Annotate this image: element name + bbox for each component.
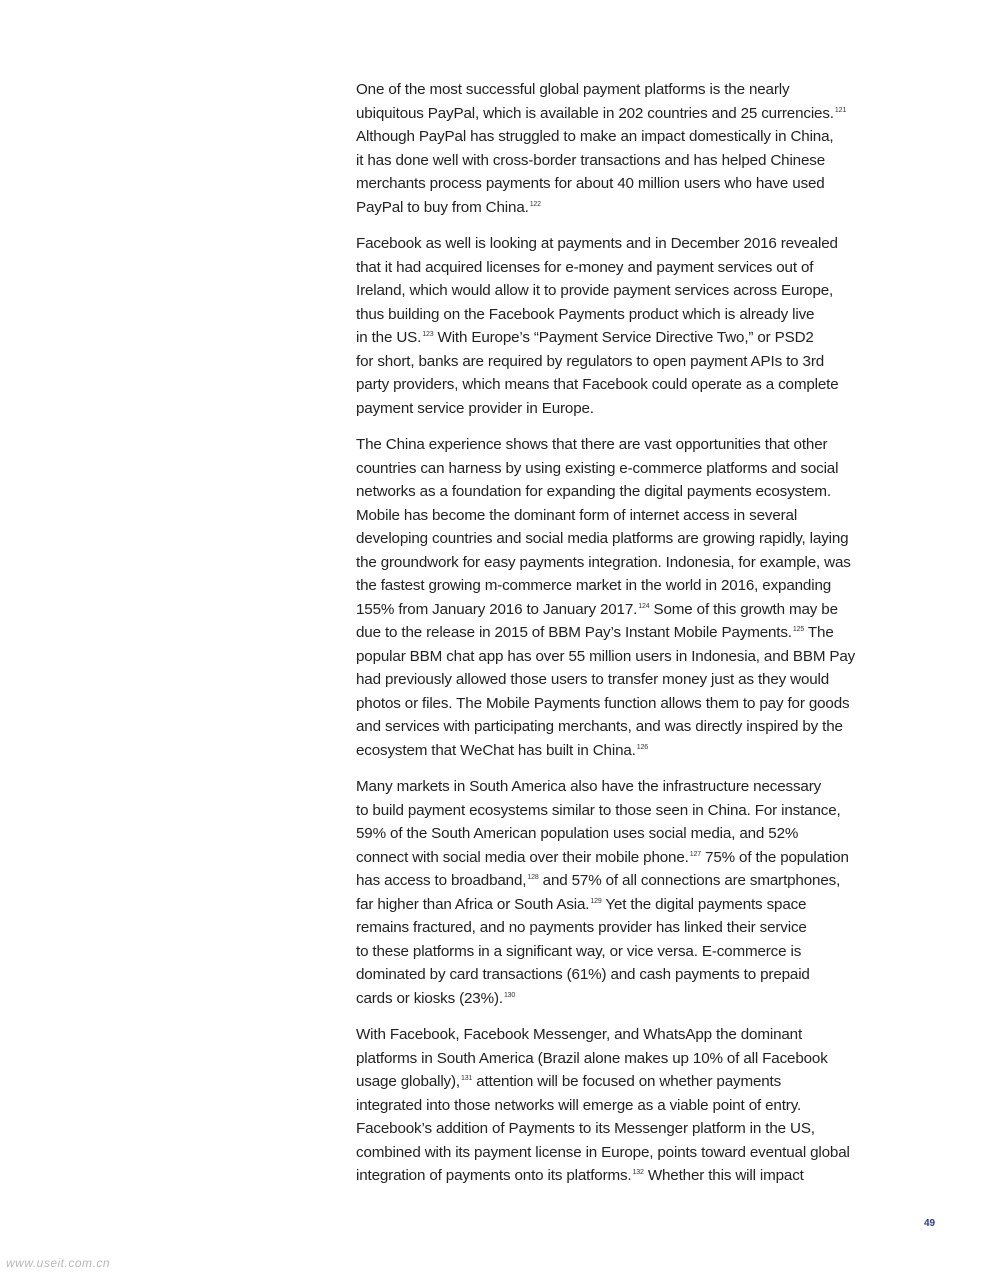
- text-line: [356, 601, 838, 618]
- paragraph-facebook-messenger: [356, 1023, 892, 1188]
- text-segment: remains fractured, and no payments provider has linked their service: [356, 919, 807, 936]
- text-segment: PayPal to buy from China.: [356, 198, 529, 216]
- text-segment: attention will be focused on whether payments: [472, 1073, 782, 1090]
- text-line: [356, 105, 846, 122]
- text-segment: Many markets in South America also have the infrastructure necessary: [356, 778, 822, 795]
- text-line: [356, 1073, 781, 1090]
- footnote-reference: 122: [529, 200, 541, 208]
- text-segment: photos or files. The Mobile Payments function allows them to pay for goods: [356, 694, 850, 712]
- text-segment: One of the most successful global payment platforms is the nearly: [356, 81, 790, 98]
- text-line: [356, 919, 807, 936]
- text-segment: 155% from January 2016 to January 2017.: [356, 600, 638, 618]
- text-segment: far higher than Africa or South Asia.: [356, 895, 590, 913]
- text-segment: integration of payments onto its platforms.: [356, 1167, 632, 1184]
- text-line: [356, 259, 813, 276]
- text-segment: developing countries and social media platforms are growing rapidly, laying: [356, 530, 849, 547]
- text-segment: the fastest growing m-commerce market in the world in 2016, expanding: [356, 577, 832, 594]
- text-line: [356, 849, 849, 866]
- text-line: [356, 778, 821, 795]
- text-segment: payment service provider in Europe.: [356, 399, 594, 417]
- text-segment: Whether this will impact: [643, 1167, 804, 1184]
- text-line: [356, 376, 839, 393]
- footnote-reference: 124: [638, 602, 650, 610]
- text-segment: Some of this growth may be: [649, 600, 838, 618]
- text-line: [356, 718, 843, 735]
- text-line: [356, 128, 833, 145]
- footnote-reference: 132: [632, 1169, 644, 1176]
- text-line: [356, 624, 834, 641]
- paragraph-facebook-payments: [356, 232, 892, 420]
- watermark: www.useit.com.cn: [6, 1256, 111, 1270]
- paragraph-china-experience: [356, 433, 892, 762]
- footnote-reference: 123: [422, 331, 434, 338]
- text-line: [356, 483, 831, 500]
- text-segment: the groundwork for easy payments integration. Indonesia, for example, was: [356, 553, 851, 571]
- text-segment: Mobile has become the dominant form of internet access in several: [356, 506, 798, 524]
- text-segment: due to the release in 2015 of BBM Pay’s Instant Mobile Payments.: [356, 624, 792, 641]
- text-segment: platforms in South America (Brazil alone makes up 10% of all Facebook: [356, 1049, 828, 1067]
- body-text-column: [356, 78, 892, 1201]
- text-segment: With Facebook, Facebook Messenger, and WhatsApp the dominant: [356, 1026, 803, 1043]
- text-line: [356, 671, 829, 688]
- footnote-reference: 125: [792, 626, 805, 633]
- text-segment: combined with its payment license in Europe, points toward eventual global: [356, 1143, 850, 1161]
- text-segment: to these platforms in a significant way, or vice versa. E-commerce is: [356, 942, 802, 960]
- text-line: [356, 1120, 815, 1137]
- text-segment: in the US.: [356, 329, 422, 346]
- text-line: [356, 353, 824, 370]
- text-segment: The China experience shows that there are vast opportunities that other: [356, 436, 828, 453]
- text-line: [356, 329, 814, 346]
- text-line: [356, 802, 841, 819]
- page-number: 49: [924, 1218, 936, 1229]
- text-segment: connect with social media over their mobile phone.: [356, 848, 689, 866]
- text-segment: party providers, which means that Facebook could operate as a complete: [356, 376, 839, 393]
- text-segment: Although PayPal has struggled to make an impact domestically in China,: [356, 128, 834, 145]
- text-segment: integrated into those networks will emerge as a viable point of entry.: [356, 1096, 802, 1114]
- text-segment: 59% of the South American population uses social media, and 52%: [356, 825, 799, 842]
- text-segment: merchants process payments for about 40 million users who have used: [356, 175, 825, 192]
- text-line: [356, 1167, 804, 1184]
- paragraph-paypal: [356, 78, 892, 219]
- footnote-reference: 127: [689, 850, 701, 858]
- text-segment: networks as a foundation for expanding the digital payments ecosystem.: [356, 483, 831, 500]
- text-segment: thus building on the Facebook Payments product which is already live: [356, 305, 815, 323]
- text-segment: The: [804, 624, 834, 641]
- text-line: [356, 306, 814, 323]
- footnote-reference: 130: [503, 991, 516, 999]
- text-line: [356, 81, 789, 98]
- text-line: [356, 175, 825, 192]
- text-line: [356, 460, 838, 477]
- text-segment: has access to broadband,: [356, 872, 527, 889]
- text-line: [356, 990, 515, 1007]
- paragraph-south-america: [356, 775, 892, 1010]
- text-segment: popular BBM chat app has over 55 million users in Indonesia, and BBM Pay: [356, 647, 856, 665]
- text-segment: had previously allowed those users to transfer money just as they would: [356, 671, 830, 688]
- text-line: [356, 577, 831, 594]
- text-segment: to build payment ecosystems similar to those seen in China. For instance,: [356, 801, 841, 819]
- text-segment: With Europe’s “Payment Service Directive Two,” or PSD2: [433, 329, 814, 346]
- text-line: [356, 507, 797, 524]
- text-segment: Ireland, which would allow it to provide payment services across Europe,: [356, 282, 834, 299]
- text-line: [356, 282, 833, 299]
- text-line: [356, 554, 851, 571]
- text-segment: and services with participating merchants, and was directly inspired by the: [356, 718, 843, 735]
- footnote-reference: 128: [527, 874, 539, 881]
- footnote-reference: 126: [636, 743, 648, 751]
- text-segment: Yet the digital payments space: [601, 895, 807, 913]
- text-line: [356, 966, 810, 983]
- text-line: [356, 648, 855, 665]
- text-segment: Facebook’s addition of Payments to its Messenger platform in the US,: [356, 1120, 815, 1137]
- text-segment: cards or kiosks (23%).: [356, 989, 503, 1007]
- text-line: [356, 896, 806, 913]
- text-line: [356, 695, 849, 712]
- text-line: [356, 943, 801, 960]
- text-line: [356, 1050, 828, 1067]
- text-line: [356, 1097, 801, 1114]
- text-segment: that it had acquired licenses for e-money and payment services out of: [356, 258, 814, 276]
- text-line: [356, 152, 825, 169]
- text-line: [356, 825, 798, 842]
- text-line: [356, 1144, 850, 1161]
- text-segment: ecosystem that WeChat has built in China.: [356, 741, 636, 759]
- footnote-reference: 131: [460, 1075, 473, 1082]
- text-segment: usage globally),: [356, 1073, 460, 1090]
- text-line: [356, 436, 827, 453]
- text-line: [356, 530, 848, 547]
- text-line: [356, 199, 541, 216]
- text-line: [356, 872, 840, 889]
- text-segment: it has done well with cross-border transactions and has helped Chinese: [356, 151, 826, 169]
- text-segment: 75% of the population: [700, 848, 849, 866]
- text-segment: Facebook as well is looking at payments and in December 2016 revealed: [356, 235, 838, 252]
- text-segment: dominated by card transactions (61%) and cash payments to prepaid: [356, 966, 810, 983]
- footnote-reference: 121: [834, 106, 847, 114]
- text-segment: for short, banks are required by regulators to open payment APIs to 3rd: [356, 352, 825, 370]
- text-segment: ubiquitous PayPal, which is available in 202 countries and 25 currencies.: [356, 104, 834, 122]
- footnote-reference: 129: [590, 897, 602, 905]
- text-segment: countries can harness by using existing e-commerce platforms and social: [356, 459, 839, 477]
- text-line: [356, 1026, 802, 1043]
- text-line: [356, 235, 838, 252]
- text-line: [356, 742, 648, 759]
- text-line: [356, 400, 594, 417]
- text-segment: and 57% of all connections are smartphones,: [538, 872, 841, 889]
